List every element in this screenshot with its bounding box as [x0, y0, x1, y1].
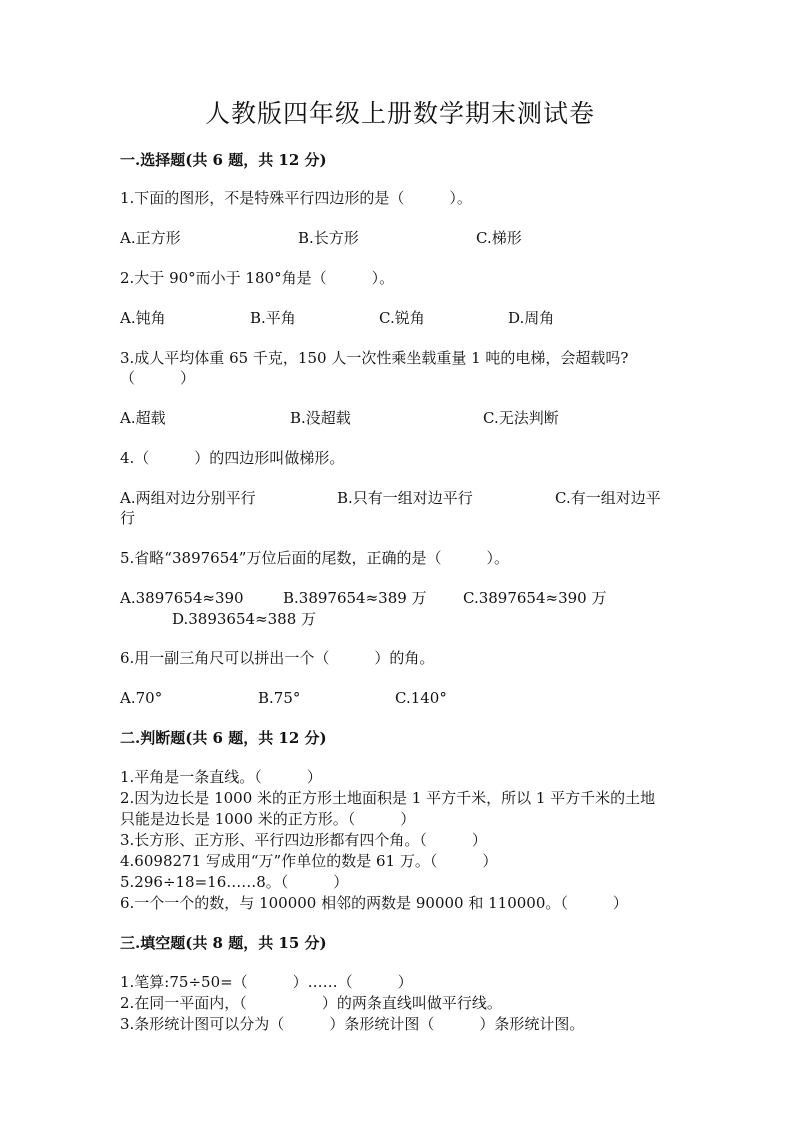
judgement-item: 2.因为边长是 1000 米的正方形土地面积是 1 平方千米，所以 1 平方千米的土地 [120, 789, 656, 807]
judgement-item: 1.平角是一条直线。（ ） [120, 768, 322, 786]
question-4-option-c: C.有一组对边平 [555, 489, 661, 507]
question-4-stem: 4.（ ）的四边形叫做梯形。 [120, 449, 345, 467]
section-heading-choice: 一.选择题(共 6 题，共 12 分) [120, 151, 327, 169]
question-3-stem: 3.成人平均体重 65 千克，150 人一次性乘坐载重量 1 吨的电梯，会超载吗? [120, 349, 629, 367]
judgement-item: 5.296÷18=16……8。（ ） [120, 873, 349, 891]
judgement-item: 3.长方形、正方形、平行四边形都有四个角。（ ） [120, 831, 487, 849]
question-1-option-a: A.正方形 [120, 229, 181, 247]
question-3-stem-cont: （ ） [120, 369, 196, 387]
question-2-option-d: D.周角 [508, 309, 555, 327]
question-2-option-b: B.平角 [250, 309, 296, 327]
fill-blank-item: 1.笔算:75÷50=（ ）……（ ） [120, 973, 413, 991]
fill-blank-item: 2.在同一平面内，（ ）的两条直线叫做平行线。 [120, 994, 502, 1012]
page-title: 人教版四年级上册数学期末测试卷 [204, 99, 595, 128]
section-heading-fill-blank: 三.填空题(共 8 题，共 15 分) [120, 934, 327, 952]
fill-blank-item: 3.条形统计图可以分为（ ）条形统计图（ ）条形统计图。 [120, 1015, 585, 1033]
question-6-stem: 6.用一副三角尺可以拼出一个（ ）的角。 [120, 649, 435, 667]
question-6-option-b: B.75° [258, 689, 301, 707]
question-2-option-c: C.锐角 [379, 309, 425, 327]
question-1-option-c: C.梯形 [476, 229, 522, 247]
question-5-option-c: C.3897654≈390 万 [463, 589, 607, 607]
judgement-item-cont: 只能是边长是 1000 米的正方形。（ ） [120, 810, 416, 828]
question-1-stem: 1.下面的图形，不是特殊平行四边形的是（ ）。 [120, 189, 472, 207]
question-5-option-a: A.3897654≈390 [120, 589, 244, 607]
question-5-stem: 5.省略“3897654”万位后面的尾数，正确的是（ ）。 [120, 549, 509, 567]
question-4-option-c-cont: 行 [120, 509, 136, 527]
question-3-option-c: C.无法判断 [483, 409, 559, 427]
question-6-option-a: A.70° [120, 689, 163, 707]
question-3-option-b: B.没超载 [290, 409, 351, 427]
question-1-option-b: B.长方形 [298, 229, 359, 247]
question-5-option-d: D.3893654≈388 万 [172, 610, 317, 628]
question-2-stem: 2.大于 90°而小于 180°角是（ ）。 [120, 269, 395, 287]
question-4-option-b: B.只有一组对边平行 [337, 489, 473, 507]
question-6-option-c: C.140° [395, 689, 447, 707]
judgement-item: 4.6098271 写成用“万”作单位的数是 61 万。（ ） [120, 852, 498, 870]
judgement-item: 6.一个一个的数，与 100000 相邻的两数是 90000 和 110000。（ ） [120, 894, 628, 912]
question-4-option-a: A.两组对边分别平行 [120, 489, 256, 507]
question-3-option-a: A.超载 [120, 409, 166, 427]
section-heading-judgement: 二.判断题(共 6 题，共 12 分) [120, 729, 327, 747]
question-5-option-b: B.3897654≈389 万 [283, 589, 427, 607]
question-2-option-a: A.钝角 [120, 309, 166, 327]
